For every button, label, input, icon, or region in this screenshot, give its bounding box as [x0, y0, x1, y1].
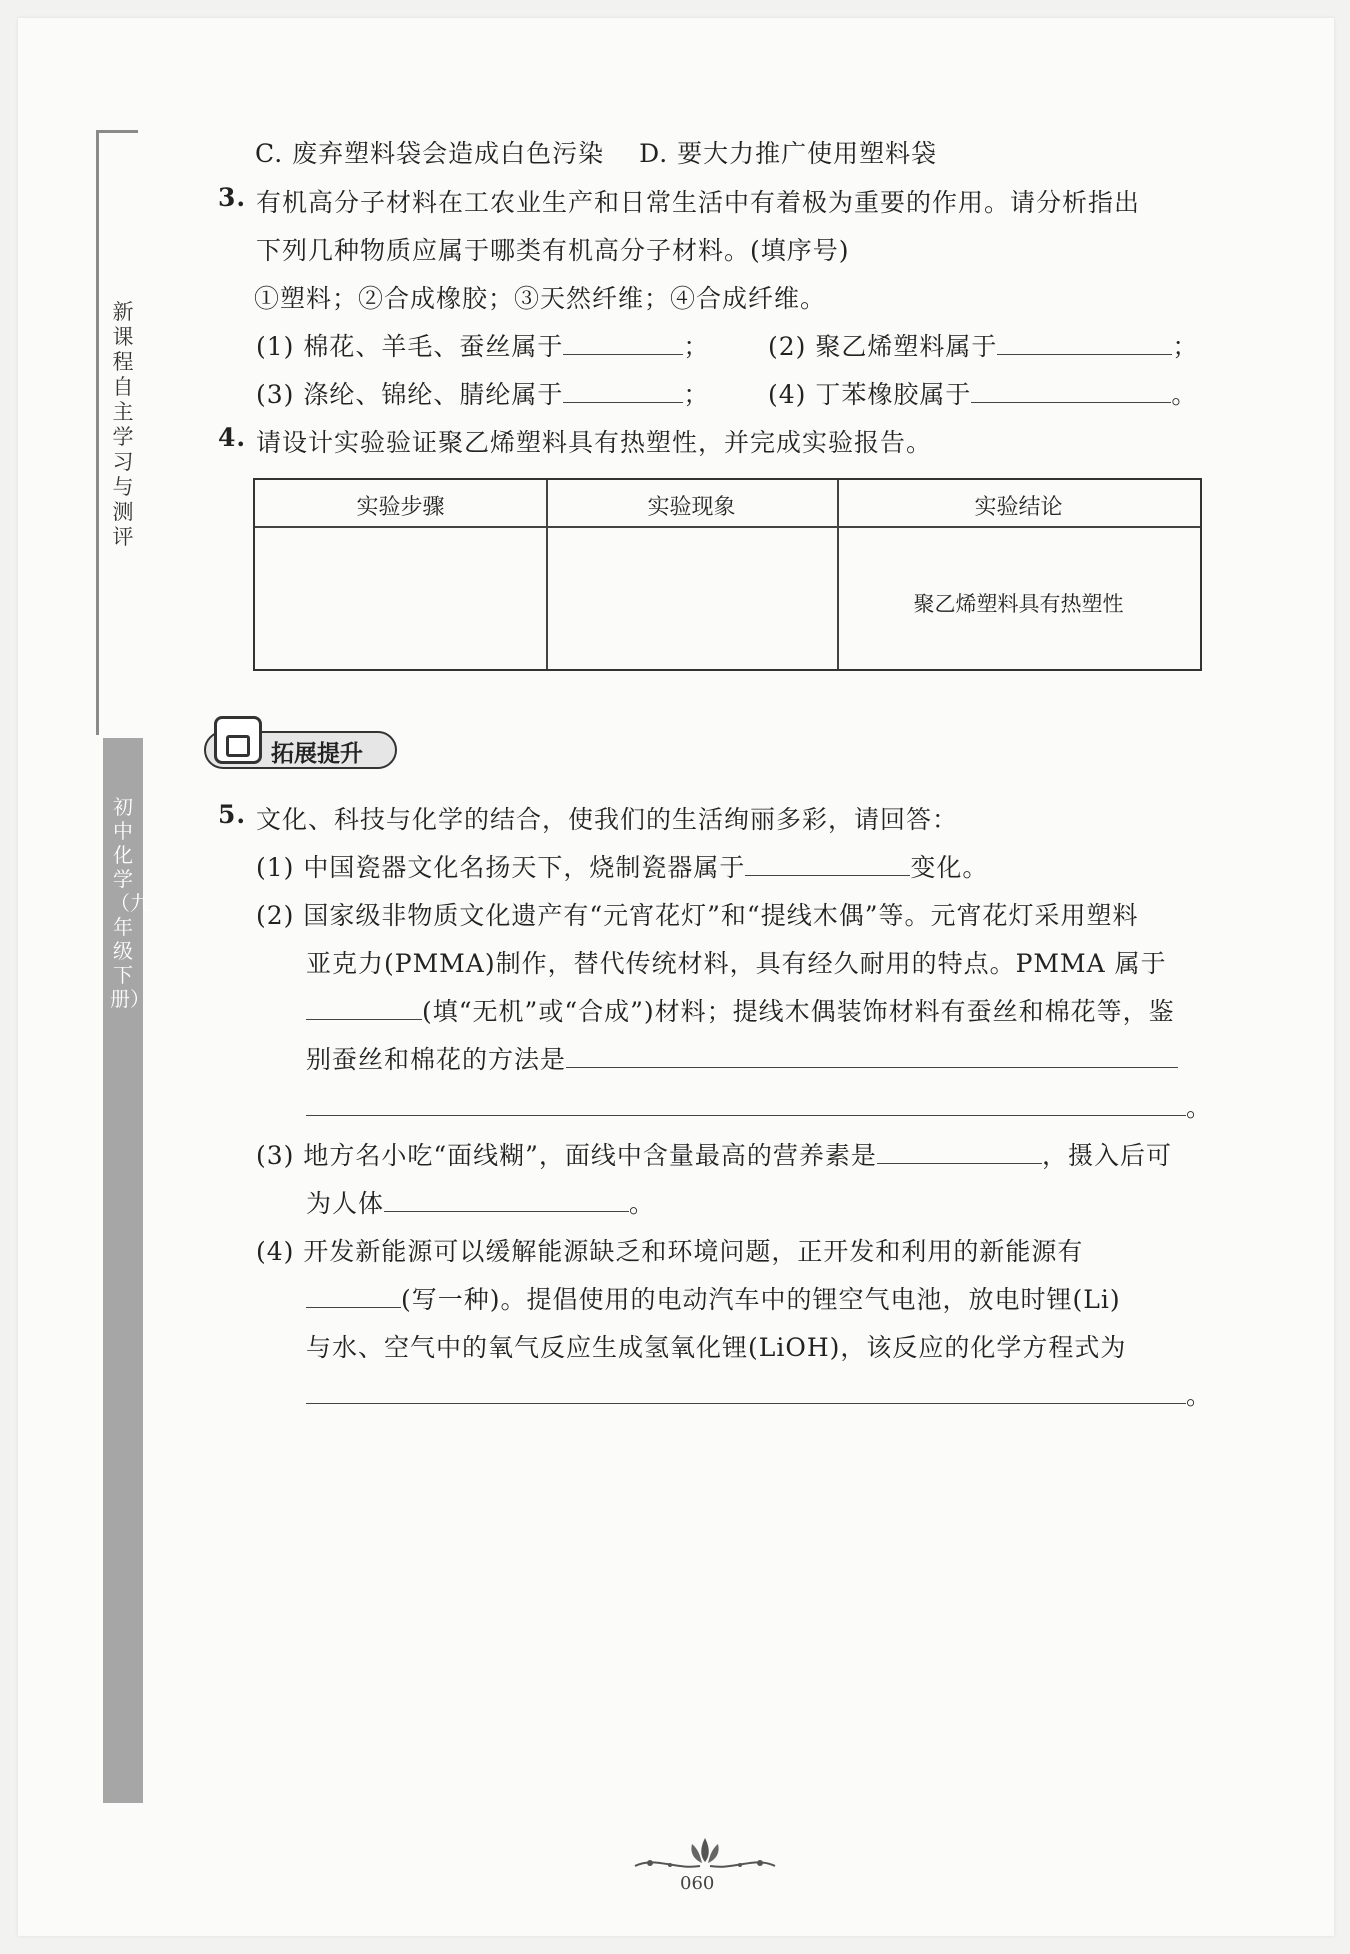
question-5-2-c	[306, 992, 1175, 1028]
table-header-phenomena: 实验现象	[647, 495, 736, 520]
question-5-number: 5.	[218, 800, 247, 829]
table-cell-phenomena[interactable]	[547, 528, 837, 669]
table-header-conclusion: 实验结论	[974, 495, 1063, 520]
question-5-2-d	[306, 1040, 1178, 1076]
question-3-4	[768, 375, 1197, 411]
question-5-4-a: (4) 开发新能源可以缓解能源缺乏和环境问题，正开发和利用的新能源有	[256, 1237, 1084, 1266]
question-3-2	[768, 327, 1198, 363]
question-3-4-text: (4) 丁苯橡胶属于	[768, 380, 972, 409]
question-5-4-d	[306, 1376, 1212, 1412]
question-5-3-b-text: 为人体	[306, 1189, 385, 1218]
question-5-2-e	[306, 1088, 1212, 1124]
page-number: 060	[680, 1873, 715, 1894]
question-5-2-b: 亚克力(PMMA)制作，替代传统材料，具有经久耐用的特点。PMMA 属于	[306, 949, 1167, 978]
period: 。	[1171, 380, 1198, 409]
question-3-options: ①塑料；②合成橡胶；③天然纤维；④合成纤维。	[254, 284, 827, 313]
question-5-4-b	[306, 1280, 1121, 1316]
side-label-top: 新课程自主学习与测评	[112, 300, 134, 549]
question-5-2-c-text: (填“无机”或“合成”)材料；提线木偶装饰材料有蚕丝和棉花等，鉴	[422, 997, 1175, 1026]
answer-blank[interactable]	[745, 853, 910, 876]
period: 。	[1186, 1381, 1213, 1410]
answer-blank[interactable]	[306, 1093, 1186, 1116]
section-title: 拓展提升	[271, 741, 363, 767]
question-4-number: 4.	[218, 423, 247, 452]
question-5-1-tail: 变化。	[910, 853, 989, 882]
semicolon: ；	[683, 380, 710, 409]
answer-blank[interactable]	[877, 1141, 1042, 1164]
table-cell-conclusion: 聚乙烯塑料具有热塑性	[913, 592, 1124, 616]
question-5-3-b	[306, 1184, 655, 1220]
disk-icon	[214, 716, 262, 764]
question-3-1-text: (1) 棉花、羊毛、蚕丝属于	[256, 332, 564, 361]
semicolon: ；	[1172, 332, 1199, 361]
table-cell-steps[interactable]	[255, 528, 545, 669]
question-3-1	[256, 327, 709, 363]
answer-blank[interactable]	[306, 1381, 1186, 1404]
question-5-2-d-text: 别蚕丝和棉花的方法是	[306, 1045, 567, 1074]
question-3-3	[256, 375, 709, 411]
semicolon: ；	[683, 332, 710, 361]
question-3-number: 3.	[218, 183, 247, 212]
question-3-3-text: (3) 涤纶、锦纶、腈纶属于	[256, 380, 564, 409]
answer-blank[interactable]	[563, 380, 683, 403]
table-header-steps: 实验步骤	[356, 495, 445, 520]
answer-blank[interactable]	[566, 1045, 1178, 1068]
answer-blank[interactable]	[384, 1189, 629, 1212]
question-5-1	[256, 848, 988, 884]
question-5-3-a	[256, 1136, 1172, 1172]
side-label-bottom: 初中化学（九年级下册）	[110, 795, 150, 1011]
question-4-text: 请设计实验验证聚乙烯塑料具有热塑性，并完成实验报告。	[256, 428, 933, 457]
question-5-4-b-text: (写一种)。提倡使用的电动汽车中的锂空气电池，放电时锂(Li)	[401, 1285, 1121, 1314]
answer-blank[interactable]	[306, 997, 422, 1020]
answer-blank[interactable]	[306, 1285, 401, 1308]
question-5-3-a-text: (3) 地方名小吃“面线糊”，面线中含量最高的营养素是	[256, 1141, 877, 1170]
period: 。	[1186, 1093, 1213, 1122]
question-5-text: 文化、科技与化学的结合，使我们的生活绚丽多彩，请回答：	[256, 805, 959, 834]
answer-blank[interactable]	[563, 332, 683, 355]
option-line: C. 废弃塑料袋会造成白色污染 D. 要大力推广使用塑料袋	[255, 139, 938, 168]
experiment-report-table	[253, 478, 1202, 671]
answer-blank[interactable]	[971, 380, 1171, 403]
question-5-1-text: (1) 中国瓷器文化名扬天下，烧制瓷器属于	[256, 853, 746, 882]
question-5-2-a: (2) 国家级非物质文化遗产有“元宵花灯”和“提线木偶”等。元宵花灯采用塑料	[256, 901, 1139, 930]
answer-blank[interactable]	[997, 332, 1172, 355]
question-5-3-a-tail: ，摄入后可	[1041, 1141, 1172, 1170]
question-3-text-a: 有机高分子材料在工农业生产和日常生活中有着极为重要的作用。请分析指出	[256, 188, 1141, 217]
question-3-text-b: 下列几种物质应属于哪类有机高分子材料。(填序号)	[256, 236, 850, 265]
question-5-4-c: 与水、空气中的氧气反应生成氢氧化锂(LiOH)，该反应的化学方程式为	[306, 1333, 1127, 1362]
period: 。	[629, 1189, 656, 1218]
question-3-2-text: (2) 聚乙烯塑料属于	[768, 332, 998, 361]
